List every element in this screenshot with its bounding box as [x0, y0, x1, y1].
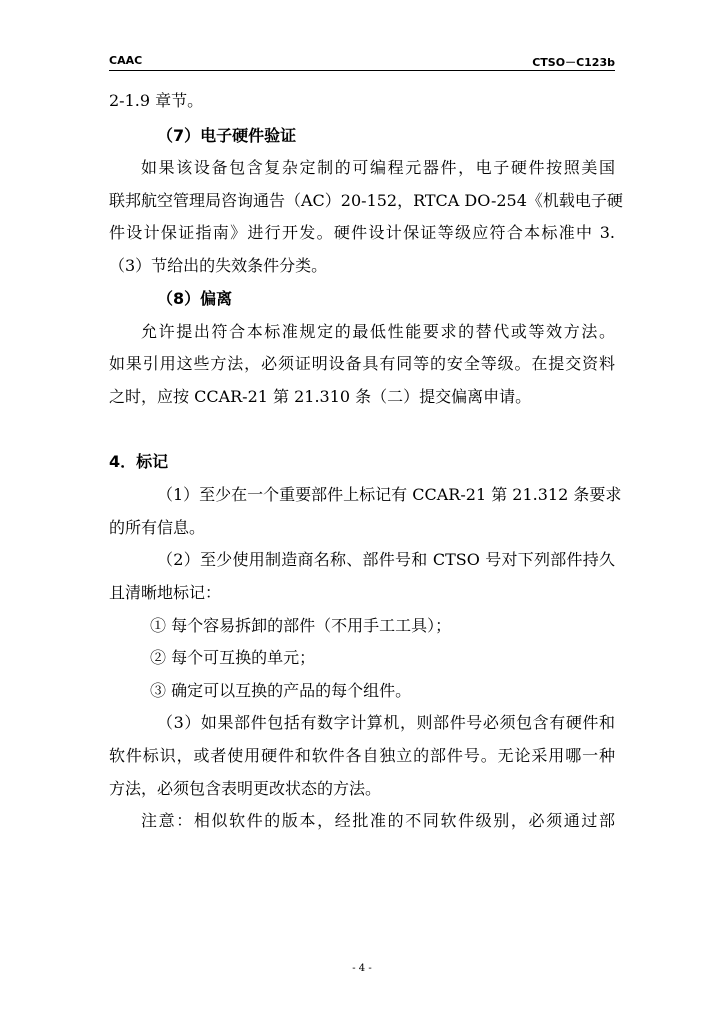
body-line: （2）至少使用制造商名称、部件号和 CTSO 号对下列部件持久 [157, 550, 615, 569]
section-heading: （8）偏离 [157, 289, 233, 308]
body-line: 之时，应按 CCAR-21 第 21.310 条（二）提交偏离申请。 [109, 387, 532, 406]
chapter-heading: 4．标记 [109, 452, 169, 471]
body-line: 的所有信息。 [109, 518, 206, 537]
note-line: 注意：相似软件的版本，经批准的不同软件级别，必须通过部 [141, 811, 615, 830]
header-org: CAAC [109, 54, 143, 67]
body-line: 如果引用这些方法，必须证明设备具有同等的安全等级。在提交资料 [109, 354, 615, 373]
list-item: ③ 确定可以互换的产品的每个组件。 [150, 681, 412, 700]
body-line: 2-1.9 章节。 [109, 91, 204, 110]
body-line: （3）如果部件包括有数字计算机，则部件号必须包含有硬件和 [157, 713, 615, 732]
list-item: ② 每个可互换的单元； [150, 648, 316, 667]
body-line: 软件标识，或者使用硬件和软件各自独立的部件号。无论采用哪一种 [109, 746, 615, 765]
body-line: 联邦航空管理局咨询通告（AC）20-152，RTCA DO-254《机载电子硬 [109, 191, 623, 210]
page-number: - 4 - [352, 963, 372, 974]
header-doc-id: CTSO－C123b [532, 56, 615, 69]
body-line: 如果该设备包含复杂定制的可编程元器件，电子硬件按照美国 [141, 158, 615, 177]
page-header [109, 52, 615, 71]
body-line: 且清晰地标记： [109, 583, 222, 602]
body-line: 方法，必须包含表明更改状态的方法。 [109, 779, 382, 798]
body-line: 允许提出符合本标准规定的最低性能要求的替代或等效方法。 [141, 322, 615, 341]
list-item: ① 每个容易拆卸的部件（不用手工工具）； [150, 616, 452, 635]
section-heading: （7）电子硬件验证 [157, 126, 297, 145]
body-line: （1）至少在一个重要部件上标记有 CCAR-21 第 21.312 条要求 [157, 485, 622, 504]
body-line: （3）节给出的失效条件分类。 [109, 256, 328, 275]
body-line: 件设计保证指南》进行开发。硬件设计保证等级应符合本标准中 3. [109, 223, 615, 242]
